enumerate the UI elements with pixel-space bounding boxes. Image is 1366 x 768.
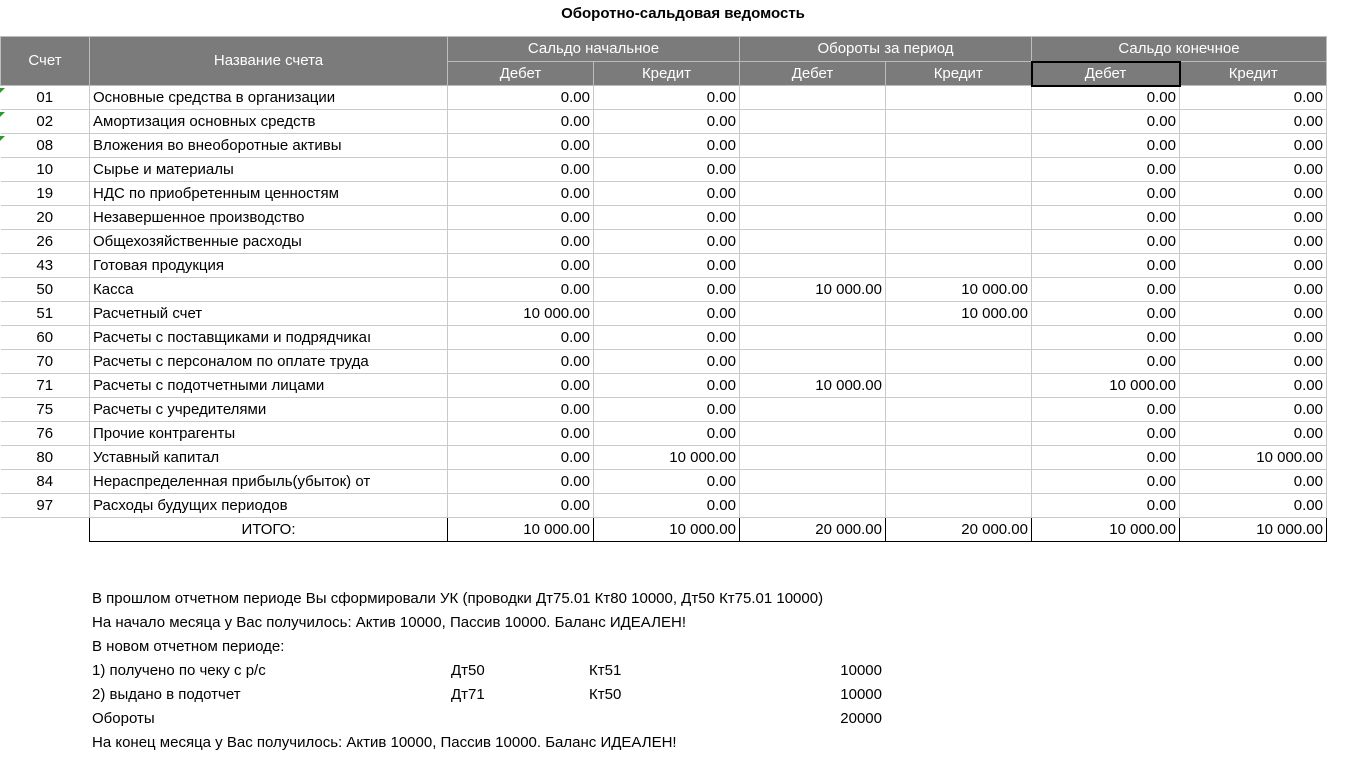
- account-code-cell[interactable]: 43: [1, 254, 90, 278]
- account-name-cell[interactable]: Уставный капитал: [90, 446, 448, 470]
- account-code-cell[interactable]: 76: [1, 422, 90, 446]
- closing-credit-cell[interactable]: 0.00: [1180, 134, 1327, 158]
- account-code-cell[interactable]: 84: [1, 470, 90, 494]
- operation-2-text[interactable]: 2) выдано в подотчет: [92, 686, 241, 703]
- turnover-credit-cell[interactable]: [886, 206, 1032, 230]
- header-account[interactable]: Счет: [1, 37, 90, 86]
- table-row: [1, 134, 1327, 158]
- closing-debit-cell[interactable]: 0.00: [1032, 350, 1180, 374]
- opening-credit-cell[interactable]: 0.00: [594, 182, 740, 206]
- turnover-credit-cell[interactable]: [886, 86, 1032, 110]
- table-row: [1, 422, 1327, 446]
- account-code-cell[interactable]: 01: [1, 86, 90, 110]
- closing-credit-cell[interactable]: 0.00: [1180, 326, 1327, 350]
- header-turnover[interactable]: Обороты за период: [740, 37, 1032, 62]
- account-code-cell[interactable]: 26: [1, 230, 90, 254]
- account-code-cell[interactable]: 75: [1, 398, 90, 422]
- total-turnover-debit[interactable]: 20 000.00: [740, 518, 886, 542]
- header-account-name[interactable]: Название счета: [90, 37, 448, 86]
- table-row: [1, 326, 1327, 350]
- turnover-credit-cell[interactable]: [886, 182, 1032, 206]
- account-name-cell[interactable]: Готовая продукция: [90, 254, 448, 278]
- opening-credit-cell[interactable]: 0.00: [594, 278, 740, 302]
- opening-debit-cell[interactable]: 0.00: [448, 230, 594, 254]
- turnover-amount[interactable]: 20000: [840, 710, 882, 727]
- turnover-debit-cell[interactable]: [740, 230, 886, 254]
- table-row: [1, 398, 1327, 422]
- opening-credit-cell[interactable]: 0.00: [594, 470, 740, 494]
- turnover-credit-cell[interactable]: [886, 446, 1032, 470]
- closing-debit-cell[interactable]: 0.00: [1032, 446, 1180, 470]
- turnover-credit-cell[interactable]: [886, 134, 1032, 158]
- turnover-debit-cell[interactable]: [740, 422, 886, 446]
- turnover-debit-cell[interactable]: 10 000.00: [740, 374, 886, 398]
- operation-1-debit[interactable]: Дт50: [451, 662, 485, 679]
- closing-debit-cell[interactable]: 0.00: [1032, 254, 1180, 278]
- turnover-debit-cell[interactable]: [740, 158, 886, 182]
- turnover-text[interactable]: Обороты: [92, 710, 155, 727]
- operation-2-amount[interactable]: 10000: [840, 686, 882, 703]
- table-row: [1, 494, 1327, 518]
- note-new-period[interactable]: В новом отчетном периоде:: [92, 638, 285, 655]
- account-name-cell[interactable]: Расчеты с подотчетными лицами: [90, 374, 448, 398]
- closing-debit-cell[interactable]: 0.00: [1032, 398, 1180, 422]
- table-row: [1, 350, 1327, 374]
- total-row: [1, 518, 1327, 542]
- closing-credit-cell[interactable]: 0.00: [1180, 494, 1327, 518]
- operation-1-text[interactable]: 1) получено по чеку с р/с: [92, 662, 266, 679]
- header-opening-balance[interactable]: Сальдо начальное: [448, 37, 740, 62]
- account-code-cell[interactable]: 10: [1, 158, 90, 182]
- opening-credit-cell[interactable]: 0.00: [594, 350, 740, 374]
- turnover-debit-cell[interactable]: [740, 182, 886, 206]
- table-row: [1, 230, 1327, 254]
- opening-credit-cell[interactable]: 0.00: [594, 302, 740, 326]
- account-code-cell[interactable]: 70: [1, 350, 90, 374]
- closing-credit-cell[interactable]: 0.00: [1180, 230, 1327, 254]
- closing-credit-cell[interactable]: 0.00: [1180, 422, 1327, 446]
- turnover-credit-cell[interactable]: [886, 350, 1032, 374]
- header-closing-debit[interactable]: Дебет: [1032, 62, 1180, 86]
- turnover-debit-cell[interactable]: [740, 326, 886, 350]
- account-name-cell[interactable]: НДС по приобретенным ценностям: [90, 182, 448, 206]
- turnover-debit-cell[interactable]: [740, 86, 886, 110]
- turnover-credit-cell[interactable]: [886, 326, 1032, 350]
- turnover-credit-cell[interactable]: [886, 110, 1032, 134]
- closing-credit-cell[interactable]: 0.00: [1180, 278, 1327, 302]
- closing-debit-cell[interactable]: 0.00: [1032, 86, 1180, 110]
- opening-credit-cell[interactable]: 0.00: [594, 398, 740, 422]
- opening-debit-cell[interactable]: 0.00: [448, 326, 594, 350]
- opening-debit-cell[interactable]: 0.00: [448, 206, 594, 230]
- opening-credit-cell[interactable]: 0.00: [594, 110, 740, 134]
- total-closing-debit[interactable]: 10 000.00: [1032, 518, 1180, 542]
- opening-credit-cell[interactable]: 0.00: [594, 134, 740, 158]
- account-name-cell[interactable]: Нераспределенная прибыль(убыток) от: [90, 470, 448, 494]
- closing-credit-cell[interactable]: 0.00: [1180, 182, 1327, 206]
- turnover-credit-cell[interactable]: [886, 230, 1032, 254]
- opening-debit-cell[interactable]: 0.00: [448, 182, 594, 206]
- opening-debit-cell[interactable]: 0.00: [448, 494, 594, 518]
- opening-credit-cell[interactable]: 0.00: [594, 254, 740, 278]
- account-name-cell[interactable]: Расчетный счет: [90, 302, 448, 326]
- turnover-debit-cell[interactable]: [740, 470, 886, 494]
- account-name-cell[interactable]: Амортизация основных средств: [90, 110, 448, 134]
- note-end-balance[interactable]: На конец месяца у Вас получилось: Актив 10000, Пассив 10000. Баланс ИДЕАЛЕН!: [92, 734, 677, 751]
- table-row: [1, 446, 1327, 470]
- closing-debit-cell[interactable]: 0.00: [1032, 278, 1180, 302]
- account-name-cell[interactable]: Общехозяйственные расходы: [90, 230, 448, 254]
- opening-debit-cell[interactable]: 0.00: [448, 254, 594, 278]
- account-name-cell[interactable]: Прочие контрагенты: [90, 422, 448, 446]
- opening-credit-cell[interactable]: 0.00: [594, 494, 740, 518]
- account-name-cell[interactable]: Касса: [90, 278, 448, 302]
- opening-debit-cell[interactable]: 0.00: [448, 278, 594, 302]
- turnover-debit-cell[interactable]: [740, 302, 886, 326]
- account-code-cell[interactable]: 20: [1, 206, 90, 230]
- closing-debit-cell[interactable]: 0.00: [1032, 230, 1180, 254]
- closing-credit-cell[interactable]: 0.00: [1180, 254, 1327, 278]
- opening-debit-cell[interactable]: 0.00: [448, 134, 594, 158]
- opening-credit-cell[interactable]: 0.00: [594, 374, 740, 398]
- operation-2-debit[interactable]: Дт71: [451, 686, 485, 703]
- account-code-cell[interactable]: 71: [1, 374, 90, 398]
- turnover-credit-cell[interactable]: 10 000.00: [886, 278, 1032, 302]
- operation-1-credit[interactable]: Кт51: [589, 662, 622, 679]
- total-closing-credit[interactable]: 10 000.00: [1180, 518, 1327, 542]
- closing-debit-cell[interactable]: 0.00: [1032, 110, 1180, 134]
- opening-debit-cell[interactable]: 0.00: [448, 446, 594, 470]
- opening-credit-cell[interactable]: 0.00: [594, 206, 740, 230]
- table-row: [1, 254, 1327, 278]
- note-previous-period[interactable]: В прошлом отчетном периоде Вы сформировали УК (проводки Дт75.01 Кт80 10000, Дт50 Кт75.01 10000): [92, 590, 824, 607]
- header-closing-credit[interactable]: Кредит: [1180, 62, 1327, 86]
- turnover-debit-cell[interactable]: [740, 398, 886, 422]
- header-closing-balance[interactable]: Сальдо конечное: [1032, 37, 1327, 62]
- opening-credit-cell[interactable]: 0.00: [594, 158, 740, 182]
- opening-debit-cell[interactable]: 0.00: [448, 422, 594, 446]
- operation-1-amount[interactable]: 10000: [840, 662, 882, 679]
- opening-debit-cell[interactable]: 10 000.00: [448, 302, 594, 326]
- table-row: [1, 86, 1327, 110]
- closing-debit-cell[interactable]: 0.00: [1032, 158, 1180, 182]
- closing-credit-cell[interactable]: 0.00: [1180, 206, 1327, 230]
- opening-debit-cell[interactable]: 0.00: [448, 86, 594, 110]
- opening-debit-cell[interactable]: 0.00: [448, 350, 594, 374]
- account-code-cell[interactable]: 19: [1, 182, 90, 206]
- header-turnover-credit[interactable]: Кредит: [886, 62, 1032, 86]
- closing-debit-cell[interactable]: 0.00: [1032, 302, 1180, 326]
- total-opening-credit[interactable]: 10 000.00: [594, 518, 740, 542]
- turnover-credit-cell[interactable]: [886, 254, 1032, 278]
- account-name-cell[interactable]: Расчеты с поставщиками и подрядчикаı: [90, 326, 448, 350]
- account-name-cell[interactable]: Расходы будущих периодов: [90, 494, 448, 518]
- closing-credit-cell[interactable]: 0.00: [1180, 302, 1327, 326]
- turnover-debit-cell[interactable]: [740, 446, 886, 470]
- account-code-cell[interactable]: 80: [1, 446, 90, 470]
- turnover-credit-cell[interactable]: [886, 494, 1032, 518]
- account-name-cell[interactable]: Сырье и материалы: [90, 158, 448, 182]
- account-name-cell[interactable]: Расчеты с персоналом по оплате труда: [90, 350, 448, 374]
- account-code-cell[interactable]: 08: [1, 134, 90, 158]
- turnover-credit-cell[interactable]: [886, 422, 1032, 446]
- opening-debit-cell[interactable]: 0.00: [448, 110, 594, 134]
- account-code-cell[interactable]: 02: [1, 110, 90, 134]
- account-name-cell[interactable]: Вложения во внеоборотные активы: [90, 134, 448, 158]
- total-opening-debit[interactable]: 10 000.00: [448, 518, 594, 542]
- turnover-debit-cell[interactable]: [740, 350, 886, 374]
- total-blank-cell: [1, 518, 90, 542]
- turnover-credit-cell[interactable]: [886, 398, 1032, 422]
- turnover-balance-table: [0, 36, 1327, 542]
- turnover-debit-cell[interactable]: [740, 134, 886, 158]
- header-opening-credit[interactable]: Кредит: [594, 62, 740, 86]
- account-code-cell[interactable]: 51: [1, 302, 90, 326]
- closing-credit-cell[interactable]: 0.00: [1180, 158, 1327, 182]
- account-code-cell[interactable]: 60: [1, 326, 90, 350]
- table-row: [1, 278, 1327, 302]
- closing-debit-cell[interactable]: 0.00: [1032, 326, 1180, 350]
- table-row: [1, 302, 1327, 326]
- closing-debit-cell[interactable]: 0.00: [1032, 470, 1180, 494]
- account-name-cell[interactable]: Расчеты с учредителями: [90, 398, 448, 422]
- table-row: [1, 374, 1327, 398]
- closing-credit-cell[interactable]: 0.00: [1180, 374, 1327, 398]
- table-row: [1, 206, 1327, 230]
- turnover-debit-cell[interactable]: [740, 494, 886, 518]
- closing-debit-cell[interactable]: 0.00: [1032, 182, 1180, 206]
- closing-debit-cell[interactable]: 0.00: [1032, 494, 1180, 518]
- account-name-cell[interactable]: Незавершенное производство: [90, 206, 448, 230]
- turnover-credit-cell[interactable]: [886, 470, 1032, 494]
- closing-credit-cell[interactable]: 10 000.00: [1180, 446, 1327, 470]
- account-code-cell[interactable]: 50: [1, 278, 90, 302]
- opening-debit-cell[interactable]: 0.00: [448, 470, 594, 494]
- closing-debit-cell[interactable]: 0.00: [1032, 422, 1180, 446]
- operation-2-credit[interactable]: Кт50: [589, 686, 622, 703]
- opening-credit-cell[interactable]: 10 000.00: [594, 446, 740, 470]
- opening-credit-cell[interactable]: 0.00: [594, 422, 740, 446]
- header-opening-debit[interactable]: Дебет: [448, 62, 594, 86]
- total-label[interactable]: ИТОГО:: [90, 518, 448, 542]
- note-start-balance[interactable]: На начало месяца у Вас получилось: Актив 10000, Пассив 10000. Баланс ИДЕАЛЕН!: [92, 614, 686, 631]
- turnover-credit-cell[interactable]: 10 000.00: [886, 302, 1032, 326]
- closing-credit-cell[interactable]: 0.00: [1180, 110, 1327, 134]
- turnover-debit-cell[interactable]: [740, 110, 886, 134]
- turnover-debit-cell[interactable]: [740, 254, 886, 278]
- account-name-cell[interactable]: Основные средства в организации: [90, 86, 448, 110]
- total-turnover-credit[interactable]: 20 000.00: [886, 518, 1032, 542]
- closing-debit-cell[interactable]: 10 000.00: [1032, 374, 1180, 398]
- turnover-credit-cell[interactable]: [886, 374, 1032, 398]
- turnover-debit-cell[interactable]: 10 000.00: [740, 278, 886, 302]
- table-row: [1, 470, 1327, 494]
- opening-debit-cell[interactable]: 0.00: [448, 398, 594, 422]
- opening-credit-cell[interactable]: 0.00: [594, 230, 740, 254]
- closing-credit-cell[interactable]: 0.00: [1180, 398, 1327, 422]
- table-row: [1, 182, 1327, 206]
- header-turnover-debit[interactable]: Дебет: [740, 62, 886, 86]
- opening-credit-cell[interactable]: 0.00: [594, 326, 740, 350]
- opening-debit-cell[interactable]: 0.00: [448, 374, 594, 398]
- table-row: [1, 110, 1327, 134]
- turnover-debit-cell[interactable]: [740, 206, 886, 230]
- closing-credit-cell[interactable]: 0.00: [1180, 86, 1327, 110]
- closing-credit-cell[interactable]: 0.00: [1180, 350, 1327, 374]
- opening-credit-cell[interactable]: 0.00: [594, 86, 740, 110]
- closing-debit-cell[interactable]: 0.00: [1032, 134, 1180, 158]
- report-title: Оборотно-сальдовая ведомость: [561, 5, 805, 22]
- account-code-cell[interactable]: 97: [1, 494, 90, 518]
- closing-debit-cell[interactable]: 0.00: [1032, 206, 1180, 230]
- turnover-credit-cell[interactable]: [886, 158, 1032, 182]
- closing-credit-cell[interactable]: 0.00: [1180, 470, 1327, 494]
- table-row: [1, 158, 1327, 182]
- opening-debit-cell[interactable]: 0.00: [448, 158, 594, 182]
